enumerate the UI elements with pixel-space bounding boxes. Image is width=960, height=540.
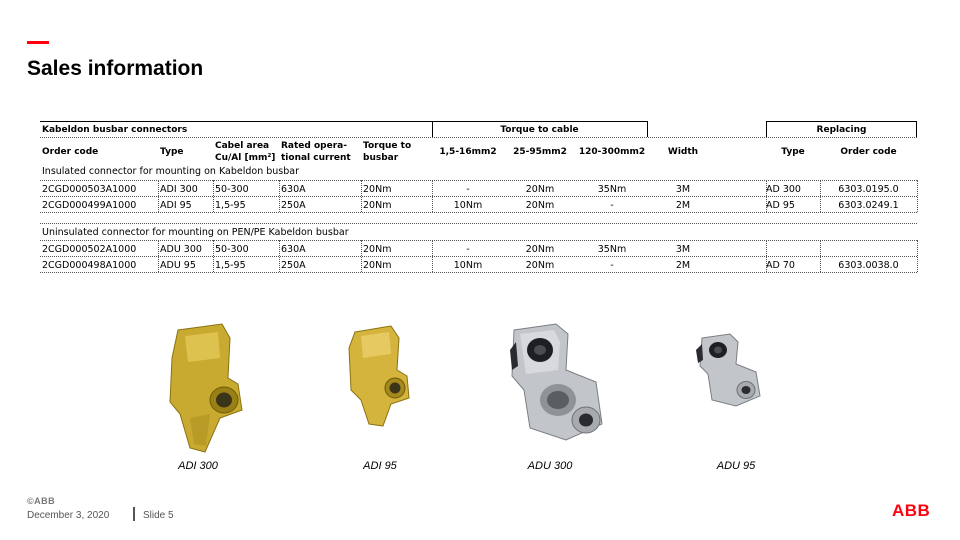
- col-order-code: Order code: [42, 147, 99, 157]
- footer-slide-number: Slide 5: [143, 510, 174, 521]
- column-separator: [820, 180, 821, 212]
- column-separator: [361, 240, 362, 272]
- col-type: Type: [160, 147, 184, 157]
- abb-logo: [892, 502, 936, 523]
- column-separator: [361, 180, 362, 212]
- cell-cable-area: 50-300: [215, 244, 249, 255]
- column-separator: [766, 240, 767, 272]
- section-uninsulated-rule-top: [40, 223, 917, 224]
- column-separator: [917, 180, 918, 212]
- column-separator: [820, 240, 821, 272]
- cell-torque-1-5-16: -: [466, 244, 470, 255]
- column-separator: [917, 240, 918, 272]
- cell-cable-area: 1,5-95: [215, 260, 246, 271]
- col-torque-busbar-line2: busbar: [363, 153, 399, 163]
- caption-adu-95: ADU 95: [716, 460, 756, 472]
- cell-torque-120-300: -: [610, 260, 614, 271]
- header-rule-torque: [432, 121, 647, 122]
- cell-width: 2M: [675, 260, 691, 271]
- column-separator: [766, 180, 767, 212]
- cell-type: ADI 95: [160, 200, 192, 211]
- cell-torque-busbar: 20Nm: [363, 260, 392, 271]
- product-photo-adu-300: [500, 320, 620, 455]
- cell-rated-current: 630A: [281, 244, 306, 255]
- column-separator: [213, 180, 214, 212]
- footer-separator: [133, 507, 135, 521]
- column-separator: [279, 240, 280, 272]
- caption-adi-300: ADI 300: [178, 460, 218, 472]
- caption-adu-300: ADU 300: [527, 460, 573, 472]
- cell-torque-120-300: 35Nm: [597, 184, 627, 195]
- footer-abb-small-logo: ©ABB: [27, 496, 56, 506]
- cell-torque-25-95: 20Nm: [525, 184, 555, 195]
- col-rated-current-line2: tional current: [281, 153, 351, 163]
- cell-type: ADI 300: [160, 184, 198, 195]
- header-divider: [40, 137, 917, 138]
- cell-torque-1-5-16: -: [466, 184, 470, 195]
- header-rule-left: [40, 121, 432, 122]
- col-torque-1-5-16: 1,5-16mm2: [439, 147, 497, 157]
- cell-type: ADU 300: [160, 244, 202, 255]
- col-replacing-order-code: Order code: [840, 147, 897, 157]
- caption-adi-95: ADI 95: [363, 460, 397, 472]
- header-rule-torque-left: [432, 121, 433, 137]
- row-rule-2: [40, 212, 917, 213]
- row-rule-3: [40, 256, 917, 257]
- cell-torque-busbar: 20Nm: [363, 184, 392, 195]
- product-photo-adu-95: [690, 330, 770, 415]
- cell-width: 3M: [675, 244, 691, 255]
- cell-replacing-order-code: 6303.0195.0: [838, 184, 899, 195]
- product-photo-adi-300: [150, 318, 260, 463]
- column-separator: [158, 240, 159, 272]
- cell-rated-current: 630A: [281, 184, 306, 195]
- section-insulated: Insulated connector for mounting on Kabeldon busbar: [42, 166, 300, 177]
- col-replacing-type: Type: [781, 147, 805, 157]
- product-photo-adi-95: [335, 320, 425, 435]
- header-rule-replacing-left: [766, 121, 767, 137]
- cell-replacing-order-code: 6303.0038.0: [838, 260, 899, 271]
- cell-rated-current: 250A: [281, 260, 306, 271]
- cell-order-code: 2CGD000503A1000: [42, 184, 137, 195]
- cell-rated-current: 250A: [281, 200, 306, 211]
- cell-torque-1-5-16: 10Nm: [453, 200, 483, 211]
- cell-torque-busbar: 20Nm: [363, 200, 392, 211]
- footer-date: December 3, 2020: [27, 510, 110, 521]
- col-width: Width: [667, 147, 699, 157]
- col-torque-busbar-line1: Torque to: [363, 141, 412, 151]
- cell-torque-1-5-16: 10Nm: [453, 260, 483, 271]
- cell-torque-120-300: -: [610, 200, 614, 211]
- cell-width: 2M: [675, 200, 691, 211]
- column-separator: [213, 240, 214, 272]
- cell-replacing-type: AD 300: [766, 184, 801, 195]
- col-cable-area-line1: Cabel area: [215, 141, 270, 151]
- section-uninsulated: Uninsulated connector for mounting on PEN/PE Kabeldon busbar: [42, 227, 349, 238]
- header-rule-replacing-right: [916, 121, 917, 137]
- cell-cable-area: 50-300: [215, 184, 249, 195]
- svg-text:ABB: ABB: [892, 502, 931, 518]
- cell-torque-25-95: 20Nm: [525, 260, 555, 271]
- cell-torque-25-95: 20Nm: [525, 200, 555, 211]
- col-torque-120-300: 120-300mm2: [578, 147, 646, 157]
- column-separator: [279, 180, 280, 212]
- col-rated-current-line1: Rated opera-: [281, 141, 347, 151]
- cell-type: ADU 95: [160, 260, 196, 271]
- page-title: Sales information: [27, 57, 204, 80]
- header-rule-torque-right: [647, 121, 648, 137]
- section-uninsulated-rule: [40, 240, 917, 241]
- cell-order-code: 2CGD000502A1000: [42, 244, 137, 255]
- cell-cable-area: 1,5-95: [215, 200, 246, 211]
- cell-torque-25-95: 20Nm: [525, 244, 555, 255]
- cell-replacing-type: AD 95: [766, 200, 795, 211]
- cell-replacing-order-code: 6303.0249.1: [838, 200, 899, 211]
- cell-order-code: 2CGD000499A1000: [42, 200, 137, 211]
- column-separator: [432, 180, 433, 212]
- col-cable-area-line2: Cu/Al [mm²]: [215, 153, 276, 163]
- group-header-replacing: Replacing: [816, 125, 867, 135]
- section-insulated-rule: [40, 180, 917, 181]
- column-separator: [432, 240, 433, 272]
- cell-order-code: 2CGD000498A1000: [42, 260, 137, 271]
- header-rule-replacing: [766, 121, 917, 122]
- row-rule-1: [40, 196, 917, 197]
- row-rule-4: [40, 272, 917, 273]
- cell-replacing-type: AD 70: [766, 260, 795, 271]
- cell-width: 3M: [675, 184, 691, 195]
- cell-torque-120-300: 35Nm: [597, 244, 627, 255]
- column-separator: [158, 180, 159, 212]
- col-torque-25-95: 25-95mm2: [513, 147, 567, 157]
- group-header-busbar-connectors: Kabeldon busbar connectors: [42, 125, 188, 135]
- group-header-torque-to-cable: Torque to cable: [500, 125, 579, 135]
- cell-torque-busbar: 20Nm: [363, 244, 392, 255]
